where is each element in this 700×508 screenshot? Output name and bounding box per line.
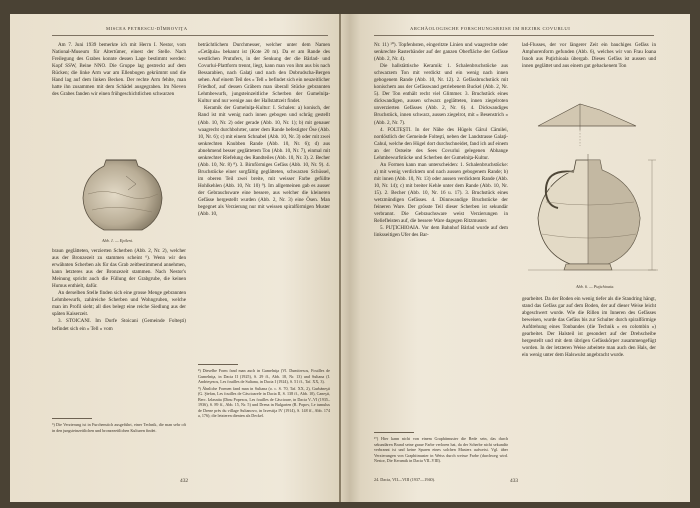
- rim-fragment: [538, 104, 636, 146]
- paragraph: braun geglätteten, verzierten Scherben (Abb. 2, Nr. 2), welcher aus der Bronzezeit zu stammen scheint ⁶). Wenn wir den erwähnten Scherben als für das Grab zeitbestimmend annehmen, kann letzteres aus der Bronzezeit stammen. Nach Nestor's Meinung spricht auch die Füllung der Grabgrube, die keinen Humus enthielt, dafür.: [52, 248, 186, 290]
- right-col1-text: [374, 42, 508, 239]
- left-header-rule: [52, 35, 328, 36]
- left-page: [10, 14, 350, 502]
- left-col1-top-text: [52, 42, 186, 98]
- left-col2-footnote-rule: [198, 364, 238, 365]
- right-col2-top-text: [522, 42, 656, 70]
- right-running-head: ARCHÄOLOGISCHE FORSCHUNGSREISE IM BEZIRK COVURLUI: [410, 26, 571, 31]
- figure-6-caption: Abb. 6. — Puţichioaia.: [576, 284, 615, 289]
- paragraph: 3. STOICANI. Im Dorfe Stoicani (Gemeinde Folteşti) befindet sich ein « Tell » vom: [52, 318, 186, 332]
- printer-signature: 24. Dacia, VII—VIII (1937—1940).: [374, 477, 436, 482]
- figure-epileni-pot: [66, 154, 176, 236]
- open-book-spread: [10, 14, 690, 502]
- paragraph: Die hallstättische Keramik: 1. Schalenbruchstücke aus schwarzem Ton mit verdickt und ein wenig nach innen gebogenem Rande (Abb. 10, Nr. 12). 2. Gefässbruchstück mit konischem aus der Gefässwand getriebenem Buckel (Abb. 2, Nr. 5). Der Ton enthält recht viel Glimmer. 3. Bruchstück eines dickwandigen, aussen schwarz geglätteten, innen ziegelroten unverzierten Gefässes (Abb. 2, Nr. 6). 4. Dickwandiges Bruchstück, innen schwarz, aussen ziegelrot, mit « Besenstrich » (Abb. 2, Nr. 7).: [374, 63, 508, 126]
- left-col2-footnotes: [198, 368, 330, 419]
- paragraph: 4. FOLTEŞTI. In der Nähe des Hügels Gârul Cămilei, nordöstlich der Gemeinde Folteşti, neben der Landstrasse Galaţi-Cahul, welche den Hügel dort durchschneidet, fand ich auf einem an der Ostseite des Sees Covurlui gelegenen Abhange Lehmbewurfstücke und Scherben der Gumelniţa-Kultur.: [374, 126, 508, 161]
- left-col1-footnote: ⁶) Die Verzierung ist in Furchenstich ausgeführt, einer Technik, die man sehr oft in den jungsteinzeitlichen und bronzezeitlichen Kulturen findet.: [52, 422, 186, 433]
- footnote: ⁸) Dieselbe Form fand man auch in Gumelniţa (Vl. Dumitrescu, Fouilles de Gumelniţa, in Dacia II (1925), S. 29 ff., Abb. 18, Nr. 13) und Sultana (I. Andrieşescu, Les fouilles de Sultana, in Dacia I (1924), S. 51 ff., Taf. XX, 3).: [198, 368, 330, 384]
- paragraph: beträchtlichem Durchmesser, welcher unter dem Namen «Cetăţuia» bekannt ist (Kote 20 m). Da er am Rande des westlichen Prutufers, in der Senkung der die Bârlad- und Covurlui-Plattform trennt, liegt, kann man von ihm aus bis nach Bessarabien, nach Galaţi und nach den Dobrudscha-Bergen sehen. Auf einem Teil des « Tell » befindet sich ein neuzeitlicher Friedhof, auf dessen Gräbern man überall Stücke gebrannten Lehmbewurfs, jungsteinzeitliche Scherben der Gumelniţa-Kultur und nur wenige aus der Hallstattzeit findet.: [198, 42, 330, 105]
- figure-1-caption: Abb. 1. — Epileni.: [102, 238, 133, 243]
- right-col1-footnote: ¹⁰) Hier kann nicht von einem Graphitmuster die Rede sein, das durch sekundären Brand seine graue Farbe verloren hat, da der Scherbe nicht sekundär verbrannt ist und keine Spuren eines solchen Musters aufweist. Vgl. über Verzierungen von Graphitmuster in Weiss durch weisse Farbe (durchweg wird. Nestor, Die Keramik in Dacia VII–VIII).: [374, 436, 508, 463]
- left-page-number: 432: [180, 478, 189, 484]
- right-col2-bottom-text: [522, 296, 656, 359]
- amphora-drawing: [518, 96, 668, 278]
- figure-putichioaia-amphora: [518, 96, 668, 278]
- right-header-rule: [374, 35, 654, 36]
- paragraph: 5. PUŢICHIOAIA. Vor dem Bahnhof Bârlad wurde auf dem linksseitigen Ufer des Bar-: [374, 225, 508, 239]
- book-spine: [339, 14, 341, 502]
- paragraph: Nr. 11) ¹⁰). Topfenhsten, eingeritzte Linien und waagrechte oder senkrechte Rasterbänder auf der ganzen Oberfläche der Gefässe (Abb. 2, Nr. 4).: [374, 42, 508, 63]
- paragraph: Am 7. Juni 1939 bemerkte ich mit Herrn I. Nestor, vom National-Museum für Altertümer, einest der Stelle. Nach Freilegung des Grabes konnte dessen Lage bestimmt werden: Kopf SSW, Beine NNO. Die Gruppe lag gestreckt auf dem Rücken; die linke Arm war am Ellenbogen gekrümmt und die Hand lag auf dem linken Becken. Der rechte Arm fehlte, man hatte ihn zusammen mit dem Schädel ausgegraben. Im Nieven des Grabes fanden wir einen frühgeschichtlichen schwarzen: [52, 42, 186, 98]
- paragraph: lad-Flusses, der vor längerer Zeit ein bauchiges Gefäss in Amphorenform gefunden (Abb. 6), welches wir von Frau Ioana Isnoh aus Puţichioaia übergab. Dieses Gefäss ist aussen und innen geglättet und aus einem gut gebackenem Ton: [522, 42, 656, 70]
- footnote: ⁹) Ähnliche Formen fand man in Sultana (o. c. S. 70, Taf. XX, 2), Gurbăneşti (G. Ştefan, Les fouilles de Căscioarele in Dacia II, S. 138 ff., Abb. 10), Caneşti, Berc. Izlasnita (Dinu Popescu, Les fouilles de Căscioare, in Dacia V–VI (1935–1936), S. 89 ff., Abb. 15, Nr. 5) und Drena in Bulgarien (R. Popov, Le tumulus de Drene près du village Sultanovo, in Izvestija IV (1914), S. 148 ff., Abb. 174 a, 176); die letzteren dienten als Deckel.: [198, 385, 330, 418]
- right-col1-footnote-rule: [374, 432, 414, 433]
- right-page-number: 433: [510, 478, 519, 484]
- paragraph: An derselben Stelle finden sich eine grosse Menge gebrannten Lehmbewurfs, zahlreiche Scherben und Wohngruben, welche man im Profil sieht; all dies belegt eine reiche Siedlung aus der späten Kaiserzeit.: [52, 290, 186, 318]
- paragraph: An Formen kann man unterscheiden: 1. Schalenbruchstücke: a) mit wenig verdicktem und nach aussen gebogenem Rande; b) mit innen (Abb. 10, Nr. 13) oder aussen verdicktem Rande (Abb. 10, Nr. 14); c) mit breiter Kehle unter dem Rande (Abb. 10, Nr. 15). 2. Becher (Abb. 10, Nr. 16 u. 17). 3. Bruchstück eines wetzmündigen Gefässes. 4. Dünnwandige Bruchstücke der feineren Ware. Der grösste Teil dieser Scherben ist sekundär verbrannt. Die Gebrauchsware weist Verzierungen in Reliefleisten auf, die bessere Ware dagegen Ritzmuster.: [374, 161, 508, 225]
- paragraph: Keramik der Gumelniţa-Kultur: I. Schalen: a) konisch, der Rand ist mit wenig nach innen gebogen und schräg gestellt (Abb. 10, Nr. 2) oder gerade (Abb. 10, Nr. 1); b) mit genauer waagrecht durchbohrter, unter dem Rande befestigter Öse (Abb. 10, Nr. 6); c) mit einem Schnabel (Abb. 10, Nr. 3) oder mit zwei senkrechten Knubben Rande (Abb. 10, Nr. 6); d) aus abnehmend besser geglättetem Ton (Abb. 10, Nr. 7), einmal mit senkrechter Riefelung des Randteiles (Abb. 10, Nr. 3). 2. Becher (Abb. 10, Nr. 8) ⁸). 3. Birnförmiges Gefäss (Abb. 10, Nr. 9). 4. Bruchstücke einer sorgfältig geglätteten, schwarzen Schüssel, im oberen Teil zwei breite, mit weisser Farbe gefüllte Hohlkehlen (Abb. 10, Nr. 10) ⁹). Im allgemeinen gab es ausser der Gebrauchsware eine bessere, aus welcher die kleineren Gefässe hergestellt wurden (Abb. 2, Nr. 3) eine Ösen. Man begegnet als Verzierung nur mit weissen spiralförmigen Muster (Abb. 10,: [198, 105, 330, 218]
- left-col2-text: [198, 42, 330, 218]
- right-page: [350, 14, 690, 502]
- left-col1-bottom-text: [52, 248, 186, 333]
- left-running-head: MISCEA PETRESCU-DÎMBOVIŢA: [106, 26, 188, 31]
- left-col1-footnote-rule: [52, 418, 92, 419]
- pot-drawing: [66, 154, 176, 236]
- paragraph: gearbeitet. Da der Boden ein wenig tiefer als die Standring hängt, stand das Gefäss gar auf dem Boden, der auf dieser Weise leicht abgeschwert wurde. Wie die Rillen im Inneren des Gefässes beweisen, wurde das Gefäss bis zur Schulter durch spiralförmige Aufdrehung eines Tonbandes (die Technik « en colombin ») gearbeitet. Der Halsteil ist gesondert auf der Drehscheibe hergestellt und mit dem übrigen Gefässkörper zusammengefügt worden. In der letzteren Weise arbeitete man auch den Hals, der ein wenig unter dem Halswulst angebracht wurde.: [522, 296, 656, 359]
